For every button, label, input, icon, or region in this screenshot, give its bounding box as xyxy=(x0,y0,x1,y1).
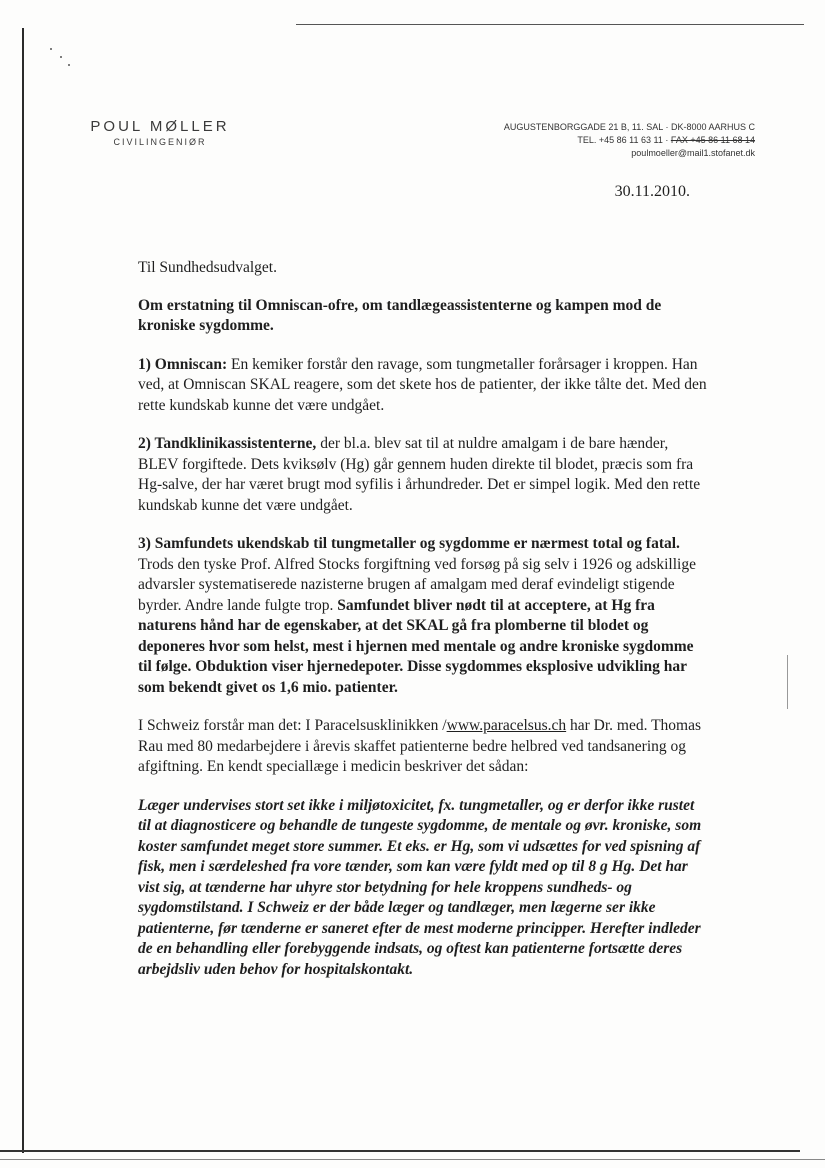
salutation: Til Sundhedsudvalget. xyxy=(138,259,277,276)
paragraph-omniscan xyxy=(138,355,708,417)
email-address: poulmoeller@mail1.stofanet.dk xyxy=(631,148,755,158)
sender-title: CIVILINGENIØR xyxy=(113,137,207,147)
scan-mark xyxy=(787,655,788,709)
scan-speck xyxy=(60,56,62,58)
address-line: AUGUSTENBORGGADE 21 B, 11. SAL · DK-8000 AARHUS C xyxy=(503,122,755,132)
paragraph-text: har Dr. med. Thomas Rau med 80 medarbejdere i årevis skaffet patienterne bedre helbred ved tandsanering og afgiftning. En kendt speciallæge i medicin beskriver det sådan: xyxy=(138,717,702,775)
letter-date: 30.11.2010. xyxy=(614,183,690,200)
paragraph-text: I Schweiz forstår man det: I Paracelsusklinikken / xyxy=(138,717,447,734)
paragraph-assistants xyxy=(138,434,708,516)
scan-edge-left xyxy=(22,28,24,1153)
paragraph-society xyxy=(138,534,708,698)
phone-number: TEL. +45 86 11 63 11 · xyxy=(577,135,669,145)
paragraph-bold-tail: Samfundet bliver nødt til at acceptere, at Hg fra naturens hånd har de egenskaber, at det SKAL gå fra plomberne til blodet og deponeres hvor som helst, mest i hjernen med mentale og andre kroniske sygdomme til følge. Obduktion viser hjernedepoter. Disse sygdommes eksplosive udvikling har som bekendt givet os 1,6 mio. patienter. xyxy=(138,596,694,696)
letter-heading: Om erstatning til Omniscan-ofre, om tandlægeassistenterne og kampen mod de kroniske sygdomme. xyxy=(138,296,662,334)
paragraph-text: Trods den tyske Prof. Alfred Stocks forgiftning ved forsøg på sig selv i 1926 og adskillige advarsler systematiserede nazisterne brugen af amalgam med deraf evindeligt stigende byrder. Andre lande fulgte trop. xyxy=(138,555,696,614)
paragraph-lead: 2) Tandklinikassistenterne, xyxy=(138,435,317,452)
scan-speck xyxy=(68,64,70,66)
fax-number-struck: FAX +45 86 11 68 14 xyxy=(670,135,755,145)
paragraph-lead: 3) Samfundets ukendskab til tungmetaller og sygdomme er nærmest total og fatal. xyxy=(138,535,680,552)
paragraph-text: der bl.a. blev sat til at nuldre amalgam i de bare hænder, BLEV forgiftede. Dets kviksølv (Hg) går gennem huden direkte til blodet, præcis som fra Hg-salve, der har været brugt mod syfilis i århundreder. Det er simpel logik. Med den rette kundskab kunne det være undgået. xyxy=(138,435,701,514)
specialist-quote: Læger undervises stort set ikke i miljøtoxicitet, fx. tungmetaller, og er derfor ikke rustet til at diagnosticere og behandle de tungeste sygdomme, de mentale og øvr. kroniske, som koster samfundet meget store summer. Et eks. er Hg, som vi udsættes for ved spisning af fisk, men i særdeleshed fra vore tænder, som kan være fyldt med op til 8 g Hg. Det har vist sig, at tænderne har uhyre stor betydning for hele kroppens sundheds- og sygdomstilstand. I Schweiz er der både læger og tandlæger, men lægerne ser ikke patienterne, før tænderne er saneret efter de mest moderne principper. Herefter indleder de en behandling eller forebyggende indsats, og oftest kan patienterne fortsætte deres arbejdsliv uden behov for hospitalskontakt. xyxy=(138,796,702,978)
letterhead-sender xyxy=(80,118,240,147)
sender-name: POUL MØLLER xyxy=(90,118,230,135)
letterhead-address-block xyxy=(420,121,755,160)
paracelsus-link[interactable]: www.paracelsus.ch xyxy=(446,717,567,734)
paragraph-text: En kemiker forstår den ravage, som tungmetaller forårsager i kroppen. Han ved, at Omniscan SKAL reagere, som det skete hos de patienter, der ikke tålte det. Med den rette kundskab kunne det være undgået. xyxy=(138,355,707,414)
paragraph-lead: 1) Omniscan: xyxy=(138,355,228,373)
scan-edge-top xyxy=(296,24,804,25)
scan-speck xyxy=(50,48,52,50)
scan-edge-bottom-2 xyxy=(0,1159,825,1160)
contact-line xyxy=(420,134,755,147)
scan-edge-bottom xyxy=(0,1150,800,1152)
paragraph-switzerland xyxy=(138,716,708,778)
letter-body xyxy=(138,258,708,980)
